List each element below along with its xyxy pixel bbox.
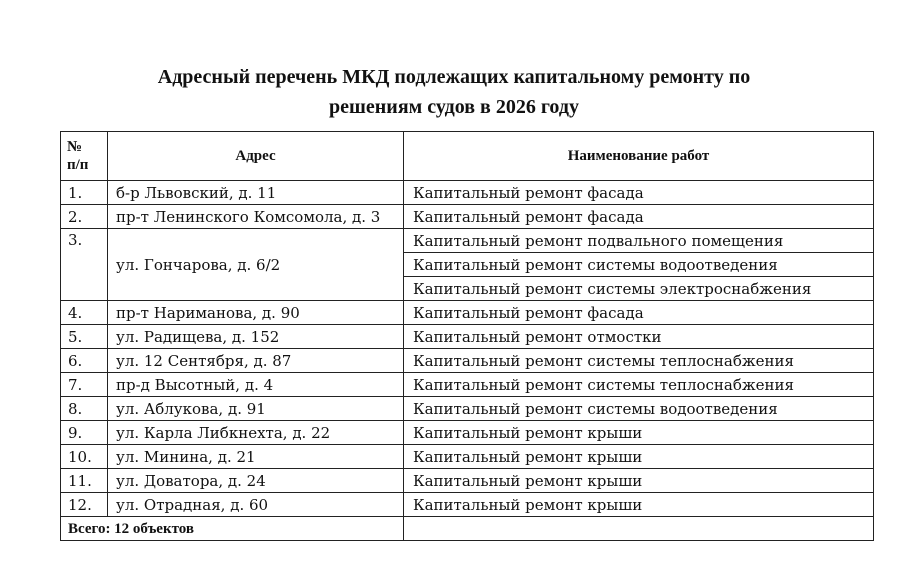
row-number: 5. — [61, 325, 108, 349]
row-work: Капитальный ремонт системы теплоснабжения — [404, 349, 874, 373]
row-work: Капитальный ремонт крыши — [404, 421, 874, 445]
row-number: 9. — [61, 421, 108, 445]
row-work: Капитальный ремонт крыши — [404, 469, 874, 493]
row-work: Капитальный ремонт системы теплоснабжения — [404, 373, 874, 397]
row-number: 11. — [61, 469, 108, 493]
row-number: 1. — [61, 181, 108, 205]
title-line-1: Адресный перечень МКД подлежащих капитальному ремонту по — [157, 66, 751, 88]
table-row — [61, 229, 874, 253]
row-number: 10. — [61, 445, 108, 469]
row-work: Капитальный ремонт крыши — [404, 445, 874, 469]
row-work: Капитальный ремонт фасада — [404, 181, 874, 205]
document-title — [0, 62, 908, 122]
row-address: ул. Радищева, д. 152 — [108, 325, 404, 349]
row-address: ул. Минина, д. 21 — [108, 445, 404, 469]
row-address: пр-д Высотный, д. 4 — [108, 373, 404, 397]
header-address: Адрес — [108, 132, 404, 181]
row-address: пр-т Ленинского Комсомола, д. 3 — [108, 205, 404, 229]
header-number-line-2: п/п — [67, 157, 89, 173]
row-work: Капитальный ремонт фасада — [404, 205, 874, 229]
table-row — [61, 181, 874, 205]
table-row — [61, 445, 874, 469]
row-work: Капитальный ремонт отмостки — [404, 325, 874, 349]
table-row — [61, 325, 874, 349]
row-work: Капитальный ремонт подвального помещения — [404, 229, 874, 253]
table-row — [61, 205, 874, 229]
total-empty-cell — [404, 517, 874, 541]
row-address: ул. Карла Либкнехта, д. 22 — [108, 421, 404, 445]
row-address: ул. Отрадная, д. 60 — [108, 493, 404, 517]
title-line-2: решениям судов в 2026 году — [329, 96, 579, 118]
row-number: 6. — [61, 349, 108, 373]
table-row — [61, 493, 874, 517]
row-address: ул. 12 Сентября, д. 87 — [108, 349, 404, 373]
row-number: 2. — [61, 205, 108, 229]
row-number: 7. — [61, 373, 108, 397]
row-work: Капитальный ремонт системы электроснабжения — [404, 277, 874, 301]
row-number: 3. — [61, 229, 108, 301]
row-number: 8. — [61, 397, 108, 421]
table-row — [61, 397, 874, 421]
row-work: Капитальный ремонт крыши — [404, 493, 874, 517]
header-number-line-1: № — [67, 139, 83, 155]
table-total-row — [61, 517, 874, 541]
table-header-row — [61, 132, 874, 181]
table-row — [61, 301, 874, 325]
row-work: Капитальный ремонт фасада — [404, 301, 874, 325]
row-number: 12. — [61, 493, 108, 517]
total-label: Всего: 12 объектов — [61, 517, 404, 541]
row-address: ул. Аблукова, д. 91 — [108, 397, 404, 421]
header-works: Наименование работ — [404, 132, 874, 181]
row-address: б-р Львовский, д. 11 — [108, 181, 404, 205]
row-address: ул. Доватора, д. 24 — [108, 469, 404, 493]
table-body — [61, 181, 874, 517]
table-row — [61, 469, 874, 493]
table-row — [61, 421, 874, 445]
row-address: пр-т Нариманова, д. 90 — [108, 301, 404, 325]
row-work: Капитальный ремонт системы водоотведения — [404, 397, 874, 421]
row-work: Капитальный ремонт системы водоотведения — [404, 253, 874, 277]
row-number: 4. — [61, 301, 108, 325]
row-address: ул. Гончарова, д. 6/2 — [108, 229, 404, 301]
repair-table — [60, 131, 874, 541]
header-number — [61, 132, 108, 181]
table-row — [61, 349, 874, 373]
table-row — [61, 373, 874, 397]
